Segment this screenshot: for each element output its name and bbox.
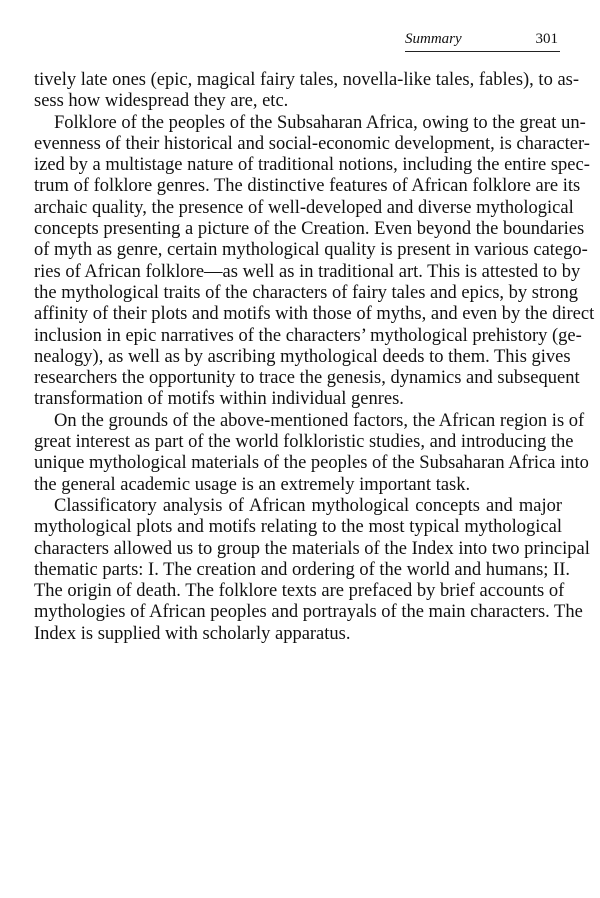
text-line: great interest as part of the world folkloristic studies, and introducing the — [34, 432, 574, 453]
text-line: researchers the opportunity to trace the genesis, dynamics and subsequent — [34, 368, 580, 389]
text-line: ries of African folklore—as well as in traditional art. This is attested to by — [34, 261, 581, 282]
paragraph-3 — [34, 410, 589, 496]
text-line: trum of folklore genres. The distinctive features of African folklore are its — [34, 176, 581, 197]
text-line: inclusion in epic narratives of the characters’ mythological prehistory (ge- — [34, 325, 582, 346]
body-text — [34, 70, 595, 645]
text-line: archaic quality, the presence of well-developed and diverse mythological — [34, 197, 574, 218]
text-line: thematic parts: I. The creation and ordering of the world and humans; II. — [34, 559, 570, 580]
text-line: mythologies of African peoples and portrayals of the main characters. The — [34, 602, 583, 623]
text-line: Index is supplied with scholarly apparatus. — [34, 623, 351, 644]
text-line: the general academic usage is an extremely important task. — [34, 474, 471, 495]
text-line: mythological plots and motifs relating to the most typical mythological — [34, 517, 562, 538]
page-number: 301 — [535, 31, 558, 47]
text-line: evenness of their historical and social-economic development, is character- — [34, 133, 590, 154]
text-line: tively late ones (epic, magical fairy tales, novella-like tales, fables), to as- — [34, 70, 580, 90]
text-line: unique mythological materials of the peoples of the Subsaharan Africa into — [34, 453, 589, 474]
paragraph-2 — [34, 112, 595, 411]
text-line: sess how widespread they are, etc. — [34, 91, 289, 112]
text-line: On the grounds of the above-mentioned factors, the African region is of — [54, 410, 585, 431]
running-header-title: Summary — [405, 31, 462, 47]
text-line: transformation of motifs within individual genres. — [34, 389, 404, 410]
paragraph-1 — [34, 70, 580, 113]
text-line: Folklore of the peoples of the Subsaharan Africa, owing to the great un- — [54, 112, 586, 133]
text-line: characters allowed us to group the materials of the Index into two principal — [34, 538, 590, 559]
running-header — [405, 29, 560, 52]
text-line: Classificatory analysis of African mythological concepts and major — [54, 495, 562, 516]
text-line: of myth as genre, certain mythological quality is present in various catego- — [34, 240, 588, 261]
text-line: concepts presenting a picture of the Creation. Even beyond the boundaries — [34, 219, 585, 240]
text-line: The origin of death. The folklore texts are prefaced by brief accounts of — [34, 581, 565, 602]
text-line: ized by a multistage nature of traditional notions, including the entire spec- — [34, 155, 590, 176]
text-line: the mythological traits of the characters of fairy tales and epics, by strong — [34, 282, 579, 303]
text-line: nealogy), as well as by ascribing mythological deeds to them. This gives — [34, 346, 571, 367]
text-line: affinity of their plots and motifs with those of myths, and even by the direct — [34, 304, 595, 325]
paragraph-4 — [34, 495, 590, 645]
